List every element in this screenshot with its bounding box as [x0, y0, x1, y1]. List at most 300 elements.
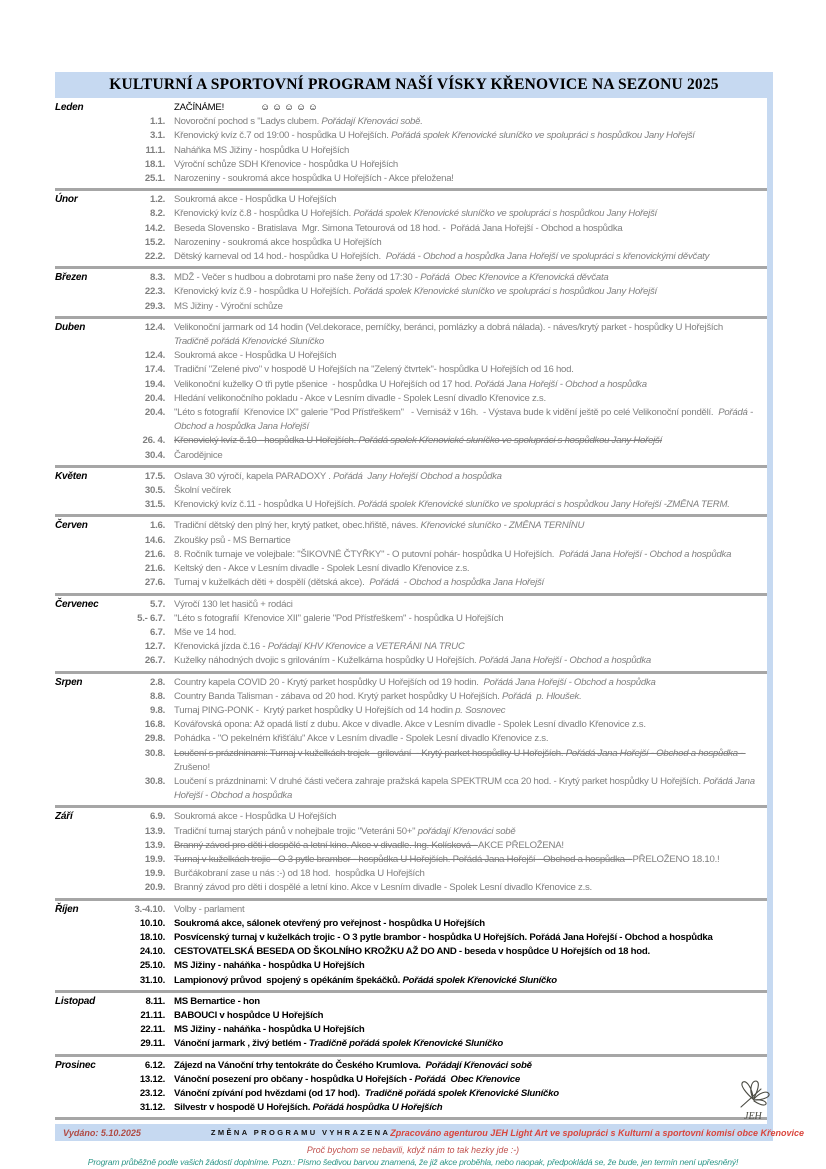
event-text — [174, 676, 767, 690]
event-date: 18.10. — [139, 931, 165, 943]
agency-credit: Zpracováno agenturou JEH Light Art ve spolupráci s Kulturní a sportovní komisí obce Křenovice — [390, 1127, 805, 1138]
event-date: 20.9. — [144, 882, 165, 894]
event-date: 25.1. — [144, 173, 165, 185]
event-text — [174, 158, 767, 172]
event-date: 5.7. — [149, 598, 165, 610]
month-section — [55, 901, 767, 993]
event-text-segment: Křenovický kvíz č.8 - hospůdka U Hořejších. — [174, 208, 354, 220]
month-rows — [113, 519, 767, 590]
event-row — [113, 519, 767, 533]
event-text-segment: Zkoušky psů - MS Bernartice — [174, 534, 291, 546]
event-text — [174, 1087, 767, 1101]
event-text — [174, 626, 767, 640]
event-text-segment: Soukromá akce, sálonek otevřený pro veřejnost - hospůdka U Hořejších — [174, 917, 485, 929]
month-section — [55, 269, 767, 319]
event-row — [113, 612, 767, 626]
event-date: 12.4. — [144, 350, 165, 362]
event-text-segment: Výročí 130 let hasičů + rodáci — [174, 598, 293, 610]
event-text-segment: Pořádá Jana Hořejší - Obchod a hospůdka — [474, 378, 647, 390]
event-date — [113, 101, 174, 115]
event-date: 21.6. — [144, 563, 165, 575]
jeh-butterfly-logo — [733, 1077, 773, 1123]
footer-bar — [55, 1124, 805, 1141]
event-row — [113, 1087, 767, 1101]
event-text-segment: Keltský den - Akce v Lesním divadle - Spolek Lesní divadlo Křenovice z.s. — [174, 563, 470, 575]
event-row — [113, 945, 767, 959]
event-date: 8.8. — [149, 690, 165, 702]
event-text — [174, 747, 767, 775]
event-date: 29.11. — [140, 1038, 165, 1050]
event-row — [113, 853, 767, 867]
event-text-segment: Kuželky náhodných dvojic s grilováním - Kuželkárna hospůdky U Hořejších. — [174, 655, 479, 667]
event-text-segment: Velikonoční jarmark od 14 hodin (Vel.dekorace, perníčky, beránci, pomlázky a dobrá nálada). - náves/krytý parket - hospůdky U Hořejších — [174, 321, 723, 333]
event-text-segment: Pořádá Jany Hořejší Obchod a hospůdka — [333, 470, 502, 482]
event-text-segment: PŘELOŽENO 18.10.! — [632, 853, 720, 865]
event-row — [113, 484, 767, 498]
event-text — [174, 1009, 767, 1023]
title-bar — [55, 72, 773, 98]
event-date: 5.- 6.7. — [137, 612, 165, 624]
event-text-segment: ZAČÍNÁME! — [174, 102, 261, 113]
month-label: Květen — [55, 470, 88, 482]
event-text-segment: Dětský karneval od 14 hod.- hospůdka U Hořejších. — [174, 251, 386, 263]
event-text — [174, 576, 767, 590]
event-date: 26.7. — [144, 655, 165, 667]
event-text-segment: Pořádá spolek Křenovické sluníčko ve spolupráci s hospůdkou Jany Hořejší — [358, 435, 663, 447]
event-row — [113, 115, 767, 129]
month-rows — [113, 1059, 767, 1116]
event-row — [113, 562, 767, 576]
event-text — [174, 406, 767, 434]
event-row — [113, 974, 767, 988]
event-text-segment: Křenovický kvíz č.9 - hospůdka U Hořejších. — [174, 286, 354, 298]
event-text-segment: Zájezd na Vánoční trhy tentokráte do Českého Krumlova. — [174, 1059, 426, 1071]
event-text — [174, 392, 767, 406]
change-notice: ZMĚNA PROGRAMU VYHRAZENA — [210, 1128, 391, 1137]
event-row — [113, 363, 767, 377]
event-row — [113, 810, 767, 824]
event-row — [113, 378, 767, 392]
event-text — [174, 917, 767, 931]
month-section — [55, 99, 767, 191]
event-text-segment: Branný závod pro děti i dospělé a letní kino. Akce v divadle. Ing. Kolísková - — [174, 839, 478, 851]
event-row — [113, 271, 767, 285]
event-text — [174, 640, 767, 654]
event-date: 22.2. — [144, 251, 165, 263]
event-text-segment: Čarodějnice — [174, 449, 223, 461]
event-date: 17.4. — [144, 364, 165, 376]
event-text-segment: Křenovický kvíz č.10 - hospůdka U Hořejších. — [174, 435, 359, 447]
event-text-segment: Turnaj v kuželkách trojic - O 3 pytle brambor - hospůdka U Hořejších. Pořádá Jana Hořejší - Obchod a hospůdka - — [174, 853, 633, 865]
event-date: 26. 4. — [142, 435, 165, 447]
event-text — [174, 144, 767, 158]
event-date: 8.11. — [145, 995, 165, 1007]
event-date: 29.3. — [144, 300, 165, 312]
event-row — [113, 129, 767, 143]
event-date: 22.3. — [144, 286, 165, 298]
event-row — [113, 995, 767, 1009]
event-text-segment: Pořádá Jana Hořejší - Obchod a hospůdka — [478, 655, 652, 667]
event-text-segment: MS Jižiny - naháňka - hospůdka U Hořejších — [174, 960, 365, 972]
month-label: Červenec — [55, 598, 99, 610]
month-section — [55, 319, 767, 468]
event-text-segment: Pořádá - Obchod a hospůdka Jana Hořejší — [174, 407, 756, 433]
month-label: Srpen — [55, 676, 83, 688]
event-text-segment: Pořádá spolek Křenovické sluníčko ve spolupráci s hospůdkou Jany Hořejší — [353, 286, 657, 298]
event-text — [174, 903, 767, 917]
event-text-segment: Oslava 30 výročí, kapela PARADOXY . — [174, 470, 334, 482]
event-row — [113, 903, 767, 917]
event-date: 23.12. — [139, 1088, 165, 1099]
event-row — [113, 867, 767, 881]
event-date: 10.10. — [139, 917, 165, 929]
event-date: 25.10. — [139, 960, 165, 972]
event-text-segment: Mše ve 14 hod. — [174, 626, 237, 638]
event-text-segment: Tradičně pořádá spolek Křenovické Sluníčko — [308, 1038, 503, 1050]
event-date: 3.1. — [149, 130, 165, 142]
event-text — [174, 285, 767, 299]
month-rows — [113, 193, 767, 264]
event-row — [113, 704, 767, 718]
event-text-segment: Burčákobraní zase u nás :-) od 18 hod. hospůdka U Hořejších — [174, 868, 425, 880]
event-text — [174, 995, 767, 1009]
event-row — [113, 172, 767, 186]
month-label: Říjen — [55, 903, 79, 915]
event-text — [174, 1037, 767, 1051]
event-date: 31.5. — [144, 499, 165, 511]
event-date: 8.2. — [149, 208, 165, 220]
event-text — [174, 115, 767, 129]
event-date: 17.5. — [144, 470, 165, 482]
event-row — [113, 406, 767, 434]
event-text — [174, 129, 767, 143]
event-text-segment: Turnaj PING-PONK - Krytý parket hospůdky U Hořejších od 14 hodin — [174, 704, 456, 716]
event-row — [113, 207, 767, 221]
event-row — [113, 193, 767, 207]
event-date: 31.10. — [139, 974, 165, 986]
event-row — [113, 931, 767, 945]
event-text — [174, 519, 767, 533]
month-section — [55, 517, 767, 595]
event-text — [174, 470, 767, 484]
event-date: 8.3. — [149, 272, 165, 284]
event-row — [113, 959, 767, 973]
event-row — [113, 775, 767, 803]
month-rows — [113, 101, 767, 186]
event-text-segment: Posvícenský turnaj v kuželkách trojic - O 3 pytle brambor - hospůdka U Hořejších. Pořádá Jana Hořejší - Obchod a hospůdka — [174, 931, 713, 943]
month-label: Září — [55, 811, 73, 823]
event-text-segment: AKCE PŘELOŽENA! — [477, 839, 564, 851]
event-text — [174, 349, 767, 363]
event-text — [174, 839, 767, 853]
month-rows — [113, 810, 767, 895]
event-row — [113, 236, 767, 250]
event-row — [113, 598, 767, 612]
month-label: Leden — [55, 102, 84, 113]
event-text — [174, 193, 767, 207]
event-row — [113, 825, 767, 839]
event-text-segment: Školní večírek — [174, 485, 231, 497]
month-label: Listopad — [55, 995, 96, 1007]
event-date: 14.2. — [144, 222, 165, 234]
jeh-logo-text: JEH — [744, 1111, 762, 1122]
event-text-segment: Pořádá spolek Křenovické sluníčko ve spolupráci s hospůdkou Jany Hořejší — [391, 130, 695, 142]
event-text-segment: Křenovický kvíz č.7 od 19:00 - hospůdka U Hořejších. — [174, 130, 392, 142]
event-text — [174, 321, 767, 349]
event-date: 6.7. — [149, 626, 165, 638]
event-text-segment: Naháňka MS Jižiny - hospůdka U Hořejších — [174, 144, 350, 156]
event-text-segment: Pořádá Obec Křenovice a Křenovická děvčata — [420, 272, 609, 284]
event-text-segment: Soukromá akce - Hospůdka U Hořejších — [174, 811, 337, 823]
event-date: 24.10. — [139, 946, 165, 958]
event-text-segment: 8. Ročník turnaje ve volejbale: "ŠIKOVNÉ ČTYŘKY" - O putovní pohár- hospůdka U Hořejších. — [174, 548, 560, 560]
event-text-segment: Pořádá Jana Hořejší - Obchod a hospůdka — [483, 676, 656, 688]
event-text-segment: pořádají Křenováci sobě — [417, 825, 516, 837]
event-row — [113, 285, 767, 299]
event-date: 21.6. — [144, 548, 165, 560]
event-text — [174, 250, 767, 264]
event-date: 19.9. — [144, 868, 165, 880]
event-text-segment: p. Sosnovec — [455, 704, 506, 716]
event-text-segment: Pořádají KHV Křenovice a VETERÁNI NA TRUC — [267, 641, 465, 653]
month-label: Únor — [55, 194, 78, 206]
event-text-segment: Pořádá spolek Křenovické sluníčko ve spolupráci s hospůdkou Jany Hořejší — [353, 208, 657, 220]
event-row — [113, 881, 767, 895]
event-row — [113, 654, 767, 668]
event-text-segment: Pořádá - Obchod a hospůdka Jana Hořejší — [369, 577, 544, 589]
event-text-segment: MDŽ - Večer s hudbou a dobrotami pro naše ženy od 17:30 - — [174, 272, 421, 284]
event-row — [113, 676, 767, 690]
event-text-segment: Vánoční posezení pro občany - hospůdka U Hořejších - — [174, 1073, 415, 1085]
event-text — [174, 598, 767, 612]
event-row — [113, 732, 767, 746]
event-row — [113, 839, 767, 853]
footer-quote: Proč bychom se nebavili, když nám to tak hezky jde :-) — [306, 1145, 520, 1155]
event-text-segment: Pořádá - Obchod a hospůdka Jana Hořejší ve spolupráci s křenovickými děvčaty — [385, 251, 710, 263]
event-row — [113, 101, 767, 115]
event-date: 30.4. — [144, 449, 165, 461]
event-row — [113, 1037, 767, 1051]
event-date: 19.4. — [144, 378, 165, 390]
event-row — [113, 321, 767, 349]
month-label: Červen — [55, 520, 88, 532]
event-date: 30.8. — [144, 775, 165, 787]
event-text-segment: BABOUCI v hospůdce U Hořejších — [174, 1009, 324, 1021]
event-date: 27.6. — [144, 577, 165, 589]
month-rows — [113, 598, 767, 669]
month-rows — [113, 271, 767, 314]
month-rows — [113, 903, 767, 988]
event-text — [174, 881, 767, 895]
event-date: 12.4. — [144, 321, 165, 333]
event-date: 3.-4.10. — [134, 903, 165, 915]
event-text-segment: Velikonoční kuželky O tři pytle pšenice - hospůdka U Hořejších od 17 hod. — [174, 378, 475, 390]
event-text-segment: Vánoční zpívání pod hvězdami (od 17 hod). — [174, 1088, 365, 1099]
event-date: 21.11. — [140, 1009, 165, 1021]
event-row — [113, 434, 767, 448]
event-row — [113, 1101, 767, 1115]
event-date: 19.9. — [144, 853, 165, 865]
event-text-segment: Křenovické sluníčko - ZMĚNA TERNÍNU — [420, 520, 585, 532]
event-text-segment: Pořádá p. Hloušek. — [502, 690, 582, 702]
event-row — [113, 392, 767, 406]
event-date: 30.5. — [144, 485, 165, 497]
event-text-segment: Pořádají Křenováci sobě. — [321, 116, 423, 128]
event-text — [174, 612, 767, 626]
event-date: 2.8. — [149, 676, 165, 688]
event-text — [174, 434, 767, 448]
event-row — [113, 1059, 767, 1073]
event-row — [113, 250, 767, 264]
event-text-segment: Pořádá Jana Hořejší - Obchod a hospůdka — [565, 747, 738, 759]
event-text-segment: Country Banda Talisman - zábava od 20 hod. Krytý parket hospůdky U Hořejších. — [174, 690, 503, 702]
event-text — [174, 1101, 767, 1115]
event-text-segment: - — [737, 747, 746, 759]
event-text — [174, 363, 767, 377]
event-date: 13.12. — [139, 1073, 165, 1085]
event-text-segment: Tradičně pořádá Křenovické Sluníčko — [174, 336, 324, 348]
event-text — [174, 690, 767, 704]
event-text — [174, 236, 767, 250]
event-date: 20.4. — [144, 392, 165, 404]
event-date: 30.8. — [144, 747, 165, 759]
event-text — [174, 172, 767, 186]
event-row — [113, 300, 767, 314]
event-text-segment: Křenovická jízda č.16 - — [174, 641, 268, 653]
event-date: 31.12. — [139, 1102, 165, 1114]
event-text — [174, 101, 767, 115]
event-row — [113, 1023, 767, 1037]
event-text — [174, 775, 767, 803]
event-text — [174, 654, 767, 668]
event-date: 11.1. — [145, 144, 165, 156]
event-row — [113, 349, 767, 363]
event-row — [113, 470, 767, 484]
event-text — [174, 449, 767, 463]
event-text-segment: Tradiční "Zelené pivo" v hospodě U Hořejších na "Zelený čtvrtek"- hospůdka U Hořejších od 16 hod. — [174, 364, 574, 376]
month-section — [55, 596, 767, 674]
event-text — [174, 853, 767, 867]
issued-date: Vydáno: 5.10.2025 — [63, 1127, 141, 1138]
event-row — [113, 640, 767, 654]
event-date: 1.1. — [149, 116, 165, 128]
event-row — [113, 1073, 767, 1087]
event-text-segment: Soukromá akce - Hospůdka U Hořejších — [174, 194, 337, 206]
event-date: 1.6. — [149, 520, 165, 532]
event-text-segment: Pořádá hospůdka U Hořejších — [312, 1102, 443, 1114]
event-text-segment: Vánoční jarmark , živý betlém - — [174, 1038, 309, 1050]
event-text-segment: Beseda Slovensko - Bratislava Mgr. Simona Tetourová od 18 hod. - Pořádá Jana Hořejší - Obchod a hospůdka — [174, 222, 623, 234]
event-row — [113, 144, 767, 158]
event-date: 15.2. — [144, 236, 165, 248]
event-row — [113, 548, 767, 562]
event-text — [174, 704, 767, 718]
event-date: 13.9. — [144, 825, 165, 837]
event-text-segment: Kovářovská opona: Až opadá listí z dubu. Akce v divadle. Akce v Lesním divadle - Spolek Lesní divadlo Křenovice z.s. — [174, 719, 646, 731]
event-text-segment: Výroční schůze SDH Křenovice - hospůdka U Hořejších — [174, 158, 398, 170]
month-section — [55, 993, 767, 1057]
event-text — [174, 867, 767, 881]
event-row — [113, 917, 767, 931]
event-text-segment: Silvestr v hospodě U Hořejších. — [174, 1102, 313, 1114]
month-label: Duben — [55, 321, 86, 333]
event-date: 22.11. — [140, 1024, 165, 1036]
event-text-segment: Tradičně pořádá spolek Křenovické Sluníčko — [364, 1088, 559, 1099]
event-text — [174, 300, 767, 314]
event-text — [174, 1023, 767, 1037]
event-text — [174, 974, 767, 988]
right-accent-strip — [767, 98, 773, 1126]
event-date: 1.2. — [149, 194, 165, 206]
event-text — [174, 378, 767, 392]
month-label: Prosinec — [55, 1059, 96, 1071]
event-row — [113, 576, 767, 590]
event-text — [174, 498, 767, 512]
event-text-segment: "Léto s fotografií Křenovice XII" galerie "Pod Přístřeškem" - hospůdka U Hořejších — [174, 612, 504, 624]
event-text-segment: MS Bernartice - hon — [174, 995, 260, 1007]
event-text-segment: Country kapela COVID 20 - Krytý parket hospůdky U Hořejších od 19 hodin. — [174, 676, 484, 688]
event-text-segment: Pořádá spolek Křenovické Sluníčko — [402, 974, 557, 986]
event-text-segment: Narozeniny - soukromá akce hospůdka U Hořejších - Akce přeložena! — [174, 173, 454, 185]
page-title: KULTURNÍ A SPORTOVNÍ PROGRAM NAŠÍ VÍSKY KŘENOVICE NA SEZONU 2025 — [109, 76, 719, 93]
event-text-segment: Tradiční turnaj starých pánů v nohejbale trojic "Veteráni 50+" — [174, 825, 418, 837]
event-text — [174, 810, 767, 824]
event-date: 12.7. — [144, 641, 165, 653]
event-text — [174, 931, 767, 945]
event-row — [113, 718, 767, 732]
event-text — [174, 271, 767, 285]
event-date: 29.8. — [144, 733, 165, 745]
event-date: 13.9. — [144, 839, 165, 851]
month-section — [55, 468, 767, 518]
event-text-segment: Volby - parlament — [174, 903, 245, 915]
footer-note: Program průběžně podle vašich žádostí doplníme. Pozn.: Písmo šedivou barvou znamená, že již akce proběhla, nebo naopak, předpokládá se, že bude, jen termín není upřesněný! — [87, 1157, 739, 1167]
event-text — [174, 548, 767, 562]
event-row — [113, 747, 767, 775]
event-date: 20.4. — [144, 407, 165, 419]
event-text-segment: Novoroční pochod s "Ladys clubem. — [174, 116, 322, 128]
event-text-segment: Branný závod pro děti i dospělé a letní kino. Akce v Lesním divadle - Spolek Lesní divadlo Křenovice z.s. — [174, 882, 592, 894]
event-text — [174, 718, 767, 732]
event-text — [174, 207, 767, 221]
event-row — [113, 449, 767, 463]
event-text-segment: Narozeniny - soukromá akce hospůdka U Hořejších — [174, 236, 382, 248]
event-text-segment: Pořádá Obec Křenovice — [414, 1073, 520, 1085]
event-text — [174, 1073, 767, 1087]
month-section — [55, 674, 767, 809]
event-date: 18.1. — [144, 158, 165, 170]
event-text-segment: ☺ ☺ ☺ ☺ ☺ — [260, 102, 318, 113]
event-text-segment: Loučení s prázdninami: V druhé části večera zahraje pražská kapela SPEKTRUM cca 20 hod. - Krytý parket hospůdky U Hořejších. — [174, 775, 704, 787]
event-text — [174, 825, 767, 839]
event-text-segment: MS Jižiny - naháňka - hospůdka U Hořejších — [174, 1024, 365, 1036]
event-text-segment: Loučení s prázdninami: Turnaj v kuželkách trojek - grilování - Krytý parket hospůdky U Hořejších. — [174, 747, 566, 759]
event-text — [174, 484, 767, 498]
event-text — [174, 222, 767, 236]
event-text-segment: Tradiční dětský den plný her, krytý patket, obec.hřiště, náves. — [174, 520, 421, 532]
event-text-segment: Pořádají Křenováci sobě — [425, 1059, 532, 1071]
event-row — [113, 534, 767, 548]
month-rows — [113, 321, 767, 463]
program-body — [55, 99, 767, 1124]
event-text — [174, 534, 767, 548]
month-section — [55, 808, 767, 900]
event-row — [113, 626, 767, 640]
month-rows — [113, 676, 767, 804]
event-text-segment: Pořádá Jana Hořejší - Obchod a hospůdka — [174, 775, 758, 802]
event-text-segment: MS Jižiny - Výroční schůze — [174, 300, 283, 312]
event-text-segment: Pořádá Jana Hořejší - Obchod a hospůdka — [559, 548, 732, 560]
